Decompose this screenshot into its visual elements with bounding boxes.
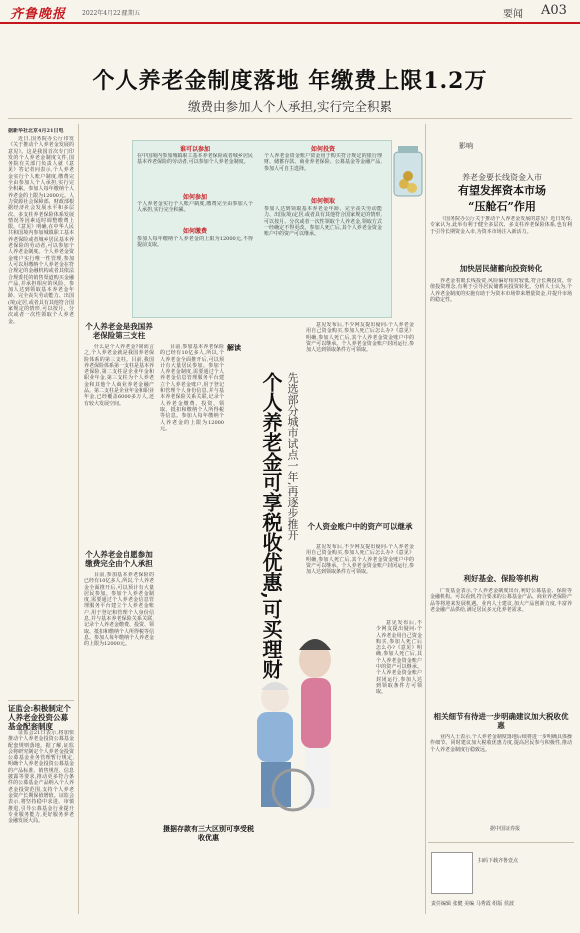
issue-weekday: 星期五 xyxy=(122,10,141,17)
page-number: A03 xyxy=(541,3,567,18)
sec4-body-c: 意见发布后,不少网友提出疑问:个人养老金用自己资金购买,参加人死亡后怎么办?《意见》明确,参加人死亡后,其个人养老金资金账户中的资产可以继承。个人养老金资金账户封闭运行,参加人达到领取条件方可领取。 xyxy=(376,620,422,696)
sec4-body-b: 意见发布后,不少网友提出疑问:个人养老金用自己资金购买,参加人死亡后怎么办?《意见》明确,参加人死亡后,其个人养老金资金账户中的资产可以继承。个人养老金资金账户封闭运行,参加人达到领取条件方可领取。 xyxy=(306,544,414,576)
qa-answer-5: 参加人达到领取基本养老金年龄、完全丧失劳动能力、出国(境)定居,或者具有其他符合国家规定的情形,可以按月、分次或者一次性领取个人养老金,领取方式一经确定不得更改。参加人死亡后,其个人养老金资金账户中的资产可以继承。 xyxy=(264,206,382,238)
sec2-title: 个人养老金是我国养老保险第三支柱 xyxy=(85,322,153,340)
sec1-body: 证监会21日表示,将加快推动个人养老金投资公募基金配套规则落地。据了解,证监会将研究制定个人养老金投资公募基金业务管理暂行规定,明确个人养老金投资公募基金的产品标准、销售规范、信息披露等要求,推动更多符合条件的公募基金产品纳入个人养老金投资范围,支持个人养老金资产长期保值增值。证监会表示,将坚持稳中求进、审慎推进,引导公募基金行业提升专业服务能力,更好服务养老金融发展大局。 xyxy=(8,730,74,825)
lead-dateline: 据新华社北京4月21日电 xyxy=(8,128,64,134)
sec4-body-a: 意见发布后,不少网友提出疑问:个人养老金用自己资金购买,参加人死亡后怎么办?《意见》明确,参加人死亡后,其个人养老金资金账户中的资产可以继承。个人养老金资金账户封闭运行,参加人达到领取条件方可领取。 xyxy=(306,322,414,354)
qa-answer-2: 个人养老金实行个人账户制度,缴费完全由参加人个人承担,实行完全积累。 xyxy=(137,201,253,214)
elderly-couple-illustration xyxy=(243,620,373,825)
vertical-subhead: 先选部分城市试点一年,再逐步推开 xyxy=(286,372,299,541)
sec3-title: 个人养老金自愿参加缴费完全由个人承担 xyxy=(85,550,153,568)
qa-question-1: 谁可以参加 xyxy=(179,146,210,153)
qa-question-3: 如何缴费 xyxy=(182,228,207,235)
qr-code-image[interactable] xyxy=(431,852,473,894)
page-subhead: 缴费由参加人个人承担,实行完全积累 xyxy=(188,99,392,114)
qa-answer-3: 参加人每年缴纳个人养老金的上限为12000元,不得提前支取。 xyxy=(137,236,253,249)
qr-label: 扫码下载齐鲁壹点 xyxy=(478,858,519,864)
vertical-headline: 个人养老金可享税收优惠,可买理财 xyxy=(259,372,283,679)
sec2-body: 什么是个人养老金?简而言之,个人养老金就是我国养老保险体系的第三支柱。目前,我国养老保险体系第一支柱是基本养老保险,第二支柱是企业年金和职业年金,第三支柱为个人养老金和其他个人商业养老金融产品。第二支柱是企业年金和职业年金,已经覆盖6000多万人,还有较大发展空间。 xyxy=(84,344,154,407)
sec1-title: 证监会:积极制定个人养老金投资公募基金配套制度 xyxy=(8,704,71,731)
right-body-4: 业内人士表示,个人养老金制度落地后续将进一步明确具体操作细节。同时建议加大税收优惠力度,提高居民参与积极性,推动个人养老金制度行稳致远。 xyxy=(430,734,572,753)
column-rule xyxy=(78,124,79,914)
source-note: 据中国证券报 xyxy=(490,826,521,832)
qa-question-4: 如何投资 xyxy=(310,146,335,153)
editor-credits: 责任编辑 张健 美编 马秀霞 组版 侯波 xyxy=(431,901,514,907)
sec4-title: 个人资金账户中的资产可以继承 xyxy=(307,522,413,531)
qa-question-2: 如何参加 xyxy=(182,194,207,201)
right-subhead-3: 相关细节有待进一步明确建议加大税收优惠 xyxy=(433,712,569,730)
right-subhead-2: 利好基金、保险等机构 xyxy=(463,574,539,583)
newspaper-logo: 齐鲁晚报 xyxy=(10,7,67,22)
sec3-body: 目前,参加基本养老保险的已经有10亿多人,所以,个人养老金全面推开后,可以预计有大量居民参加。参加个人养老金制度,需要通过个人养老金信息管理服务平台建立个人养老金账户,用于登记和管理个人身份信息,并与基本养老保险关系关联,记录个人养老金缴费、投资、领取、抵扣和缴纳个人所得税等信息。参加人每年缴纳个人养老金的上限为12000元。 xyxy=(84,572,154,648)
right-body-1: 《国务院办公厅关于推动个人养老金发展的意见》近日发布,专家认为,此举有利于健全多层次、多支柱养老保险体系,也有利于引导长期资金入市,为资本市场注入新活力。 xyxy=(430,216,572,235)
right-body-3: 广发基金表示,个人养老金制度出台,利好公募基金、保险等金融机构。可以看到,符合要求的公募基金产品、商业养老保险产品等将迎来发展机遇。业内人士建议,加大产品创新力度,丰富养老金融产品供给,满足居民多元化养老需求。 xyxy=(430,588,572,613)
jiedu-tag: 解读 xyxy=(227,343,241,352)
coin-jar-illustration xyxy=(392,140,428,202)
photo-caption: 摄据存款有三大区别可享受税收优惠 xyxy=(163,824,254,842)
lead-body: 近日,国务院办公厅印发《关于推动个人养老金发展的意见》。这是我国首次专门印发的个人养老金制度文件,国务院有关部门负责人就《意见》答记者问表示,个人养老金实行个人账户制度,缴费完全由参加人个人承担,实行完全积累。参加人每年缴纳个人养老金的上限为12000元。人力资源社会保障部、财政部根据经济社会发展水平和多层次、多支柱养老保险体系发展情况等因素适时调整缴费上限。《意见》明确,在中华人民共和国境内参加城镇职工基本养老保险或者城乡居民基本养老保险的劳动者,可以参加个人养老金制度。个人养老金资金账户实行唯一性管理,参加人可以用缴纳个人养老金在符合规定的金融机构或者其依法合规委托的销售渠道购买金融产品,并承担相应的风险。参加人达到领取基本养老金年龄、完全丧失劳动能力、出国(境)定居,或者具有其他符合国家规定的情形,可以按月、分次或者一次性领取个人养老金。 xyxy=(8,136,74,325)
right-column-rule xyxy=(425,124,426,914)
right-headline-line1: 有望发挥资本市场 xyxy=(458,184,546,197)
page-headline: 个人养老金制度落地 年缴费上限1.2万 xyxy=(92,68,488,94)
sec3-continued: 目前,参加基本养老保险的已经有10亿多人,所以,个人养老金全面推开后,可以预计有大量居民参加。参加个人养老金制度,需要通过个人养老金信息管理服务平台建立个人养老金账户,用于登记和管理个人身份信息,并与基本养老保险关系关联,记录个人养老金缴费、投资、领取、抵扣和缴纳个人所得税等信息。参加人每年缴纳个人养老金的上限为12000元。 xyxy=(160,344,224,432)
right-body-2: 养老金着眼长线投资,风险偏好相对较低,符合长期投资、价值投资理念,有利于引导居民储蓄向投资转化。分析人士认为,个人养老金制度的实施有助于为资本市场带来增量资金,并提升市场的稳定性。 xyxy=(430,278,572,303)
qa-question-5: 如何领取 xyxy=(310,198,335,205)
section-rule xyxy=(8,700,74,701)
right-subhead-1: 加快居民储蓄向投资转化 xyxy=(459,264,543,273)
right-kicker: 养老金要长线资金入市 xyxy=(462,173,542,182)
section-name: 要闻 xyxy=(503,9,523,20)
issue-date: 2022年4月22日 xyxy=(82,10,127,17)
right-headline-line2: “压舱石”作用 xyxy=(468,200,536,213)
yingxiang-tag: 影响 xyxy=(459,142,473,150)
qa-answer-4: 个人养老金资金账户资金用于购买符合规定的银行理财、储蓄存款、商业养老保险、公募基金等金融产品,参加人可自主选择。 xyxy=(264,153,382,172)
footer-rule xyxy=(428,842,574,843)
qa-answer-1: 在中国境内参加城镇职工基本养老保险或者城乡居民基本养老保险的劳动者,可以参加个人养老金制度。 xyxy=(137,153,253,166)
headline-rule xyxy=(8,118,572,119)
